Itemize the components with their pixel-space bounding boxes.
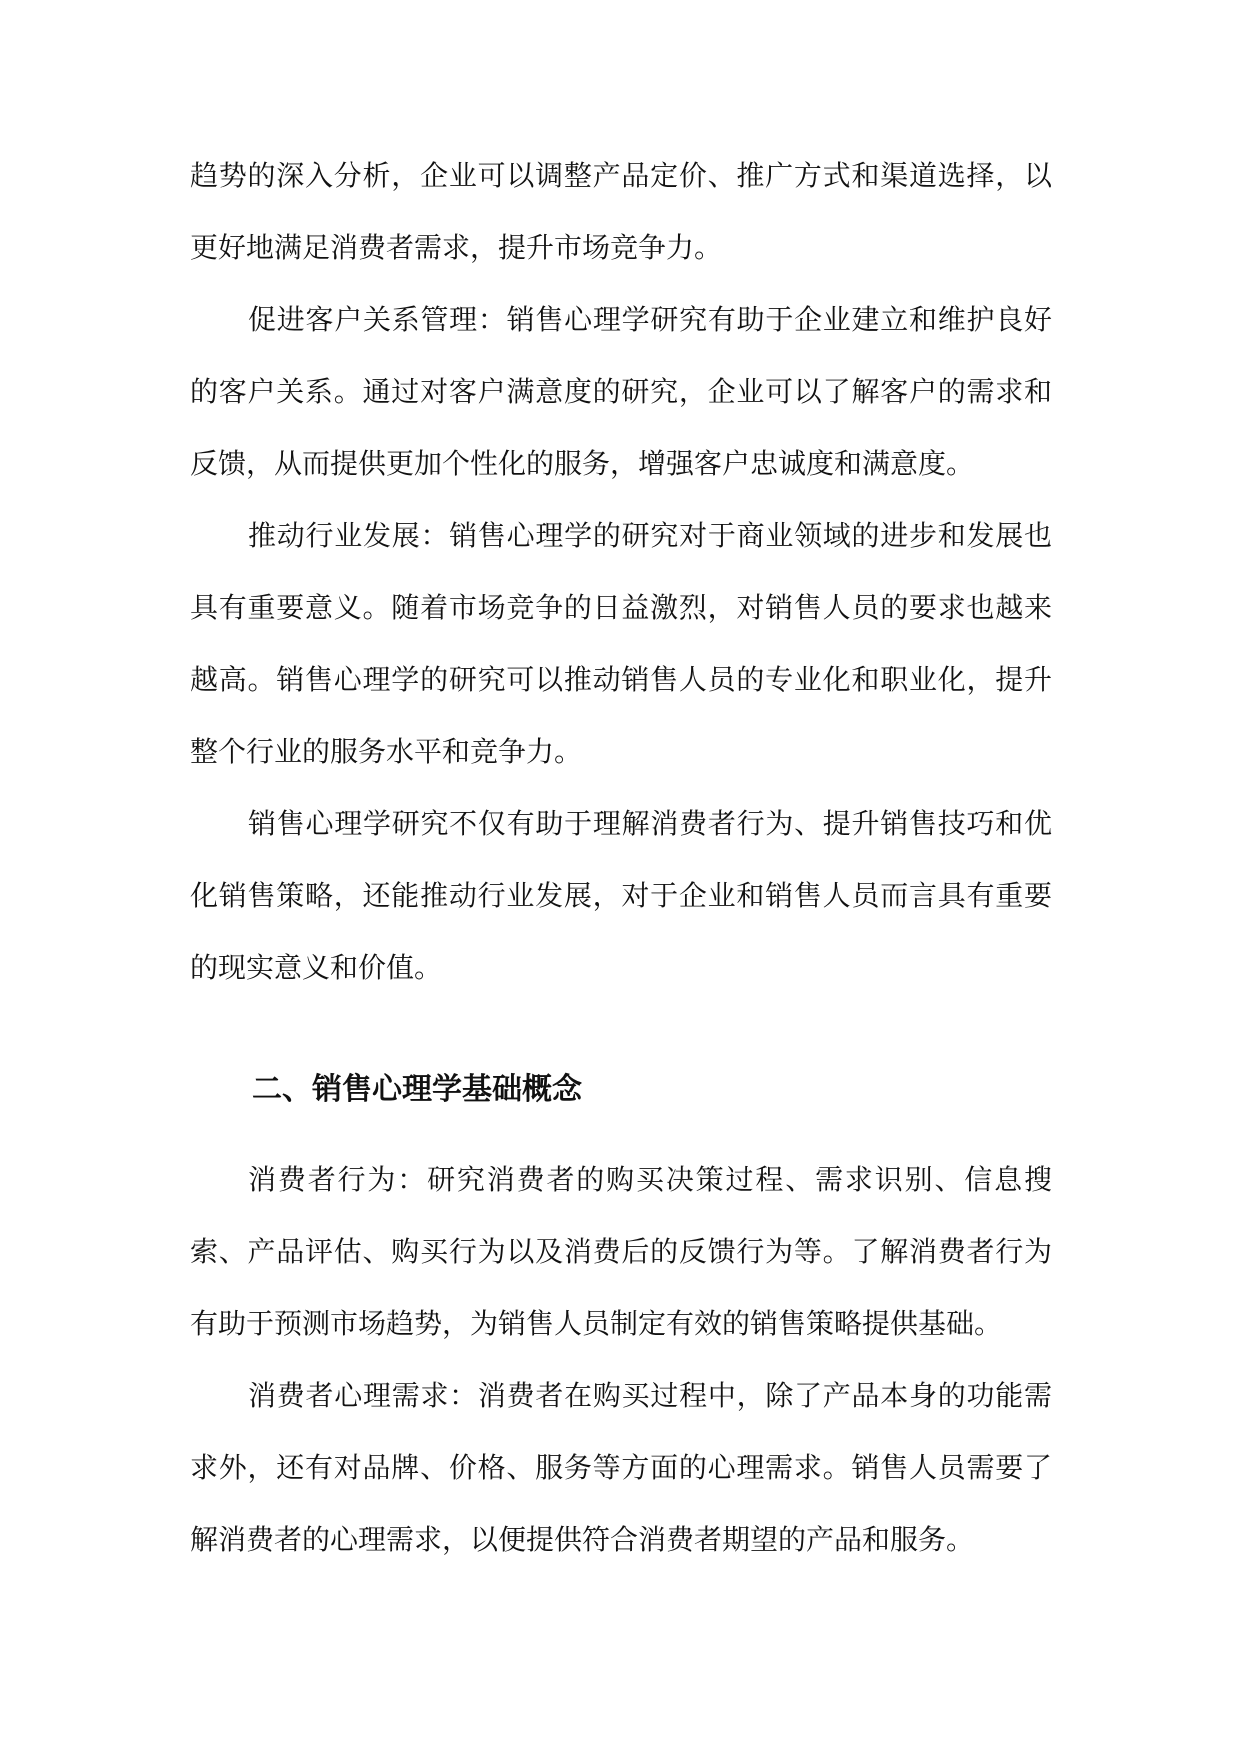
- paragraph-summary-significance: 销售心理学研究不仅有助于理解消费者行为、提升销售技巧和优化销售策略，还能推动行业发展，对于企业和销售人员而言具有重要的现实意义和价值。: [190, 807, 1052, 984]
- paragraph-consumer-behavior: 消费者行为：研究消费者的购买决策过程、需求识别、信息搜索、产品评估、购买行为以及消费后的反馈行为等。了解消费者行为有助于预测市场趋势，为销售人员制定有效的销售策略提供基础。: [190, 1163, 1052, 1340]
- section-heading: 二、销售心理学基础概念: [252, 1072, 582, 1107]
- paragraph-continued-trend-analysis: 趋势的深入分析，企业可以调整产品定价、推广方式和渠道选择，以更好地满足消费者需求，提升市场竞争力。: [190, 159, 1052, 264]
- paragraph-consumer-psych-needs: 消费者心理需求：消费者在购买过程中，除了产品本身的功能需求外，还有对品牌、价格、服务等方面的心理需求。销售人员需要了解消费者的心理需求，以便提供符合消费者期望的产品和服务。: [190, 1379, 1052, 1556]
- document-page: [190, 140, 1052, 1576]
- paragraph-customer-relationship: 促进客户关系管理：销售心理学研究有助于企业建立和维护良好的客户关系。通过对客户满意度的研究，企业可以了解客户的需求和反馈，从而提供更加个性化的服务，增强客户忠诚度和满意度。: [190, 303, 1052, 480]
- paragraph-industry-development: 推动行业发展：销售心理学的研究对于商业领域的进步和发展也具有重要意义。随着市场竞争的日益激烈，对销售人员的要求也越来越高。销售心理学的研究可以推动销售人员的专业化和职业化，提升整个行业的服务水平和竞争力。: [190, 519, 1052, 768]
